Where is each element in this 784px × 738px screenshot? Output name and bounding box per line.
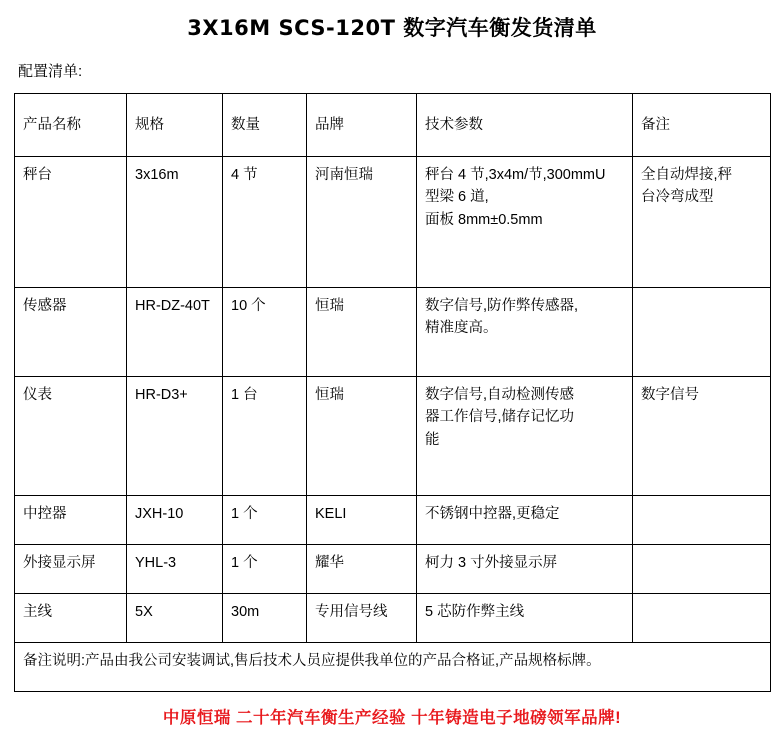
table-note: 备注说明:产品由我公司安装调试,售后技术人员应提供我单位的产品合格证,产品规格标牌。 [15, 643, 771, 692]
table-row [15, 157, 771, 288]
cell-tech-params [417, 288, 633, 377]
page-title: 3X16M SCS-120T 数字汽车衡发货清单 [187, 16, 597, 40]
column-header-remark: 备注 [633, 94, 771, 157]
cell-quantity: 10 个 [223, 288, 307, 377]
param-line: 面板 8mm±0.5mm [425, 211, 543, 228]
cell-remark [633, 594, 771, 643]
table-note-row [15, 643, 771, 692]
param-line: 器工作信号,储存记忆功 [425, 409, 575, 426]
param-line: 数字信号,防作弊传感器, [425, 298, 579, 314]
cell-product-name: 秤台 [15, 157, 127, 288]
table-row [15, 288, 771, 377]
cell-tech-params [417, 157, 633, 288]
column-header-brand: 品牌 [307, 94, 417, 157]
cell-product-name: 主线 [15, 594, 127, 643]
cell-product-name: 仪表 [15, 377, 127, 496]
cell-product-name: 传感器 [15, 288, 127, 377]
cell-brand: 河南恒瑞 [307, 157, 417, 288]
param-line: 精准度高。 [425, 320, 498, 337]
cell-spec: HR-D3+ [127, 377, 223, 496]
cell-remark [633, 157, 771, 288]
cell-remark [633, 288, 771, 377]
configuration-table [14, 93, 771, 692]
cell-brand: 恒瑞 [307, 288, 417, 377]
param-line: 能 [425, 431, 440, 448]
param-line: 秤台 4 节,3x4m/节,300mmU [425, 167, 606, 183]
cell-tech-params [417, 377, 633, 496]
cell-brand: 恒瑞 [307, 377, 417, 496]
section-label-config-list: 配置清单: [18, 63, 83, 80]
cell-brand: KELI [307, 496, 417, 545]
cell-quantity: 1 个 [223, 545, 307, 594]
remark-line: 全自动焊接,秤 [641, 167, 733, 183]
cell-tech-params: 柯力 3 寸外接显示屏 [417, 545, 633, 594]
cell-spec: JXH-10 [127, 496, 223, 545]
footer-slogan: 中原恒瑞 二十年汽车衡生产经验 十年铸造电子地磅领军品牌! [162, 709, 622, 727]
cell-spec: YHL-3 [127, 545, 223, 594]
param-line: 型梁 6 道, [425, 189, 489, 206]
cell-remark [633, 496, 771, 545]
cell-quantity: 1 台 [223, 377, 307, 496]
table-row [15, 594, 771, 643]
column-header-spec: 规格 [127, 94, 223, 157]
column-header-name: 产品名称 [15, 94, 127, 157]
table-header-row [15, 94, 771, 157]
cell-quantity: 30m [223, 594, 307, 643]
table-row [15, 377, 771, 496]
cell-quantity: 4 节 [223, 157, 307, 288]
cell-spec: 5X [127, 594, 223, 643]
cell-brand: 专用信号线 [307, 594, 417, 643]
cell-remark: 数字信号 [633, 377, 771, 496]
table-row [15, 496, 771, 545]
column-header-qty: 数量 [223, 94, 307, 157]
table-row [15, 545, 771, 594]
cell-quantity: 1 个 [223, 496, 307, 545]
cell-brand: 耀华 [307, 545, 417, 594]
cell-remark [633, 545, 771, 594]
cell-tech-params: 5 芯防作弊主线 [417, 594, 633, 643]
cell-product-name: 中控器 [15, 496, 127, 545]
cell-spec: HR-DZ-40T [127, 288, 223, 377]
cell-tech-params: 不锈钢中控器,更稳定 [417, 496, 633, 545]
remark-line: 台冷弯成型 [641, 189, 714, 206]
cell-spec: 3x16m [127, 157, 223, 288]
column-header-params: 技术参数 [417, 94, 633, 157]
document-page [0, 12, 784, 738]
param-line: 数字信号,自动检测传感 [425, 387, 575, 403]
cell-product-name: 外接显示屏 [15, 545, 127, 594]
